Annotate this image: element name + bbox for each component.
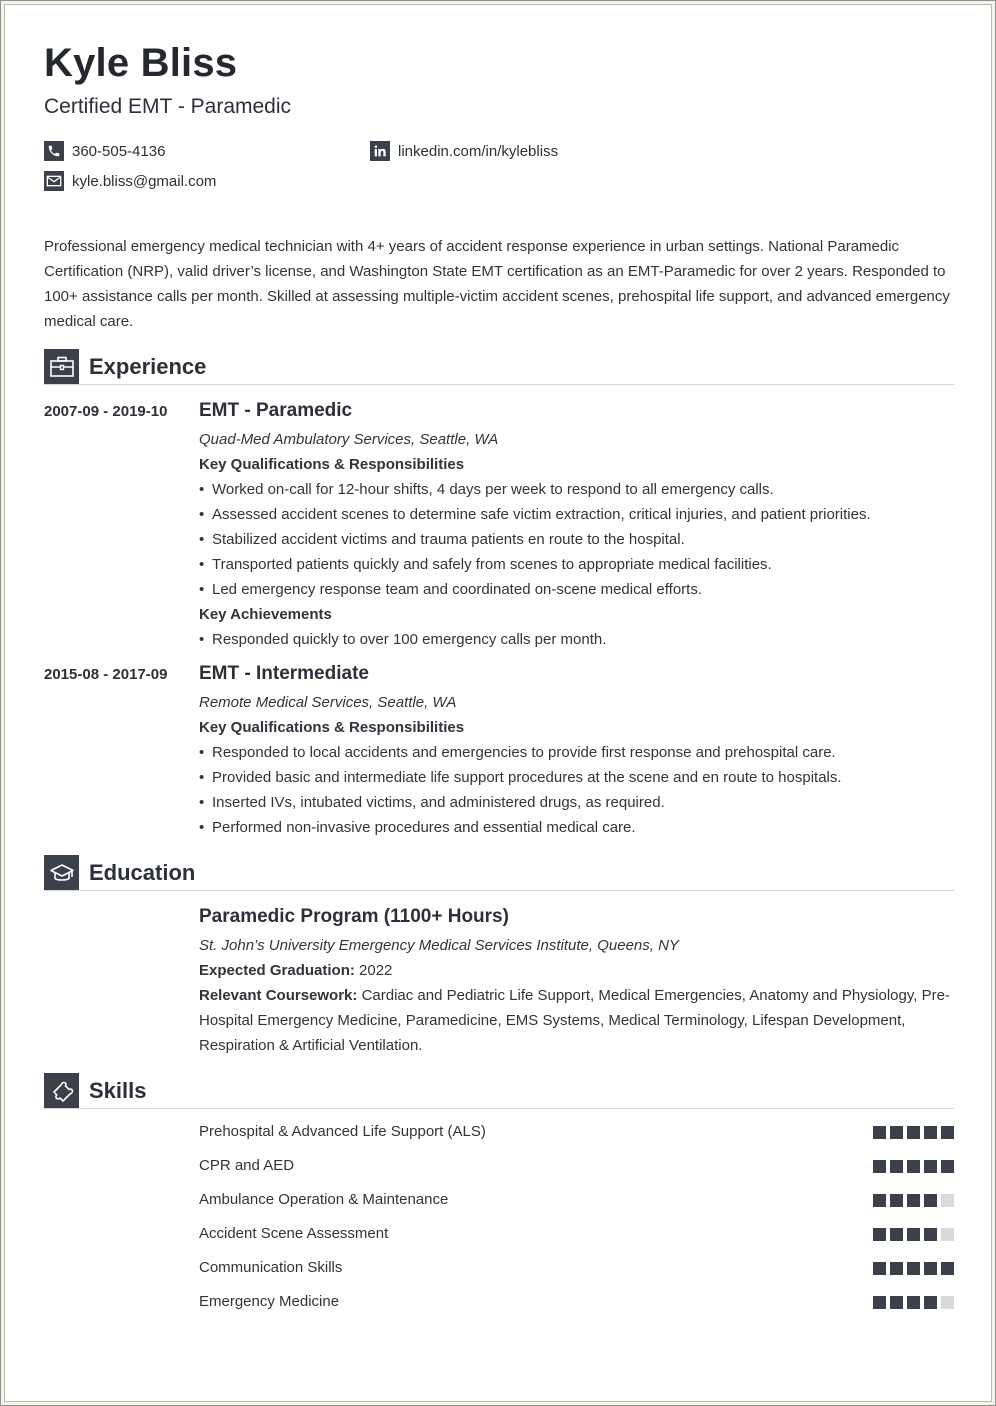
contact-phone[interactable]: [44, 141, 165, 161]
job-entry: [44, 399, 954, 652]
coursework-value: Cardiac and Pediatric Life Support, Medical Emergencies, Anatomy and Physiology, Pre-Hospital Emergency Medicine, Paramedicine, EMS Systems, Medical Terminology, Lifespan Development, Respiration & Artificial Ventilation.: [199, 987, 950, 1054]
qualifications-heading: Key Qualifications & Responsibilities: [199, 719, 465, 736]
skill-level-square-filled: [924, 1194, 937, 1207]
job-company: Quad-Med Ambulatory Services, Seattle, WA: [199, 431, 499, 448]
qualifications-heading: Key Qualifications & Responsibilities: [199, 456, 465, 473]
skill-level-square-filled: [924, 1228, 937, 1241]
list-item: • Responded to local accidents and emergencies to provide first response and prehospital care.: [199, 740, 954, 765]
skill-level-square-filled: [890, 1262, 903, 1275]
skill-level-square-filled: [890, 1160, 903, 1173]
skill-name: Accident Scene Assessment: [199, 1225, 389, 1242]
graduation-value: 2022: [359, 962, 393, 979]
list-item: • Transported patients quickly and safely from scenes to appropriate medical facilities.: [199, 552, 954, 577]
skill-row: [44, 1255, 954, 1289]
skill-name: Ambulance Operation & Maintenance: [199, 1191, 449, 1208]
contact-email[interactable]: [44, 171, 216, 191]
email-text: kyle.bliss@gmail.com: [72, 172, 217, 190]
graduation-cap-icon: [44, 855, 79, 890]
skill-level-square-filled: [890, 1194, 903, 1207]
contact-block: [44, 137, 954, 197]
skills-list: [44, 1119, 954, 1323]
puzzle-piece-icon: [44, 1073, 79, 1108]
list-item: • Assessed accident scenes to determine safe victim extraction, critical injuries, and patient priorities.: [199, 502, 954, 527]
linkedin-icon: [370, 141, 390, 161]
skill-level-square-filled: [907, 1160, 920, 1173]
education-section-header: [44, 855, 954, 891]
education-heading: Education: [89, 860, 196, 885]
skill-level-square-filled: [924, 1296, 937, 1309]
skill-level-square-filled: [941, 1126, 954, 1139]
skill-level-square-filled: [907, 1194, 920, 1207]
achievements-list: [199, 627, 954, 652]
skill-level-square-filled: [941, 1160, 954, 1173]
job-title: EMT - Paramedic: [199, 400, 353, 421]
skill-level-square-empty: [941, 1296, 954, 1309]
skill-name: Communication Skills: [199, 1259, 343, 1276]
skill-level-square-filled: [907, 1296, 920, 1309]
candidate-name: Kyle Bliss: [44, 41, 238, 85]
education-entry: [44, 905, 954, 1058]
duties-list: [199, 740, 954, 840]
duties-list: [199, 477, 954, 602]
skill-level-square-filled: [873, 1126, 886, 1139]
job-title: EMT - Intermediate: [199, 663, 369, 684]
list-item: • Responded quickly to over 100 emergency calls per month.: [199, 627, 954, 652]
achievements-heading: Key Achievements: [199, 606, 332, 623]
graduation-label: Expected Graduation:: [199, 962, 355, 979]
skill-level-square-filled: [907, 1126, 920, 1139]
skill-name: Emergency Medicine: [199, 1293, 340, 1310]
skill-level-square-filled: [873, 1194, 886, 1207]
skill-level-square-filled: [941, 1262, 954, 1275]
skill-level-square-filled: [924, 1160, 937, 1173]
education-program: Paramedic Program (1100+ Hours): [199, 906, 509, 927]
skill-level-square-filled: [890, 1126, 903, 1139]
resume-content: [44, 39, 954, 1323]
skill-level: [873, 1160, 954, 1173]
skill-row: [44, 1289, 954, 1323]
professional-summary: Professional emergency medical technician with 4+ years of accident response experience in urban settings. National Paramedic Certification (NRP), valid driver’s license, and Washington State EMT certification as an EMT-Paramedic for over 2 years. Responded to 100+ assistance calls per month. Skilled at assessing multiple-victim accident scenes, prehospital life support, and advanced emergency medical care.: [44, 238, 950, 330]
job-dates: 2007-09 - 2019-10: [44, 403, 168, 420]
skill-level-square-empty: [941, 1194, 954, 1207]
skill-row: [44, 1221, 954, 1255]
education-school: St. John’s University Emergency Medical Services Institute, Queens, NY: [199, 937, 679, 954]
skill-level-square-filled: [890, 1296, 903, 1309]
skills-section-header: [44, 1073, 954, 1109]
list-item: • Inserted IVs, intubated victims, and administered drugs, as required.: [199, 790, 954, 815]
list-item: • Worked on-call for 12-hour shifts, 4 days per week to respond to all emergency calls.: [199, 477, 954, 502]
skill-level-square-filled: [924, 1126, 937, 1139]
list-item: • Led emergency response team and coordinated on-scene medical efforts.: [199, 577, 954, 602]
skill-level: [873, 1262, 954, 1275]
skill-level: [873, 1296, 954, 1309]
graduation-line: [199, 958, 954, 983]
skill-level: [873, 1228, 954, 1241]
skill-row: [44, 1153, 954, 1187]
skill-level-square-filled: [907, 1262, 920, 1275]
skill-level: [873, 1126, 954, 1139]
contact-linkedin[interactable]: [370, 141, 558, 161]
phone-icon: [44, 141, 64, 161]
skills-heading: Skills: [89, 1078, 147, 1103]
skill-level-square-filled: [924, 1262, 937, 1275]
job-dates: 2015-08 - 2017-09: [44, 666, 168, 683]
phone-text: 360-505-4136: [72, 142, 166, 160]
candidate-title: Certified EMT - Paramedic: [44, 95, 292, 118]
skill-level-square-empty: [941, 1228, 954, 1241]
linkedin-text: linkedin.com/in/kylebliss: [398, 142, 559, 160]
skill-level-square-filled: [873, 1228, 886, 1241]
job-entry: [44, 662, 954, 840]
skill-level-square-filled: [873, 1296, 886, 1309]
skill-level-square-filled: [873, 1262, 886, 1275]
job-company: Remote Medical Services, Seattle, WA: [199, 694, 457, 711]
skill-level: [873, 1194, 954, 1207]
experience-heading: Experience: [89, 354, 207, 379]
envelope-icon: [44, 171, 64, 191]
skill-level-square-filled: [873, 1160, 886, 1173]
coursework-line: [199, 983, 954, 1058]
skill-row: [44, 1119, 954, 1153]
skill-name: CPR and AED: [199, 1157, 295, 1174]
skill-level-square-filled: [890, 1228, 903, 1241]
skill-level-square-filled: [907, 1228, 920, 1241]
skill-name: Prehospital & Advanced Life Support (ALS): [199, 1123, 486, 1140]
skill-row: [44, 1187, 954, 1221]
list-item: • Provided basic and intermediate life support procedures at the scene and en route to hospitals.: [199, 765, 954, 790]
coursework-label: Relevant Coursework:: [199, 987, 358, 1004]
experience-section-header: [44, 349, 954, 385]
briefcase-icon: [44, 349, 79, 384]
list-item: • Performed non-invasive procedures and essential medical care.: [199, 815, 954, 840]
list-item: • Stabilized accident victims and trauma patients en route to the hospital.: [199, 527, 954, 552]
